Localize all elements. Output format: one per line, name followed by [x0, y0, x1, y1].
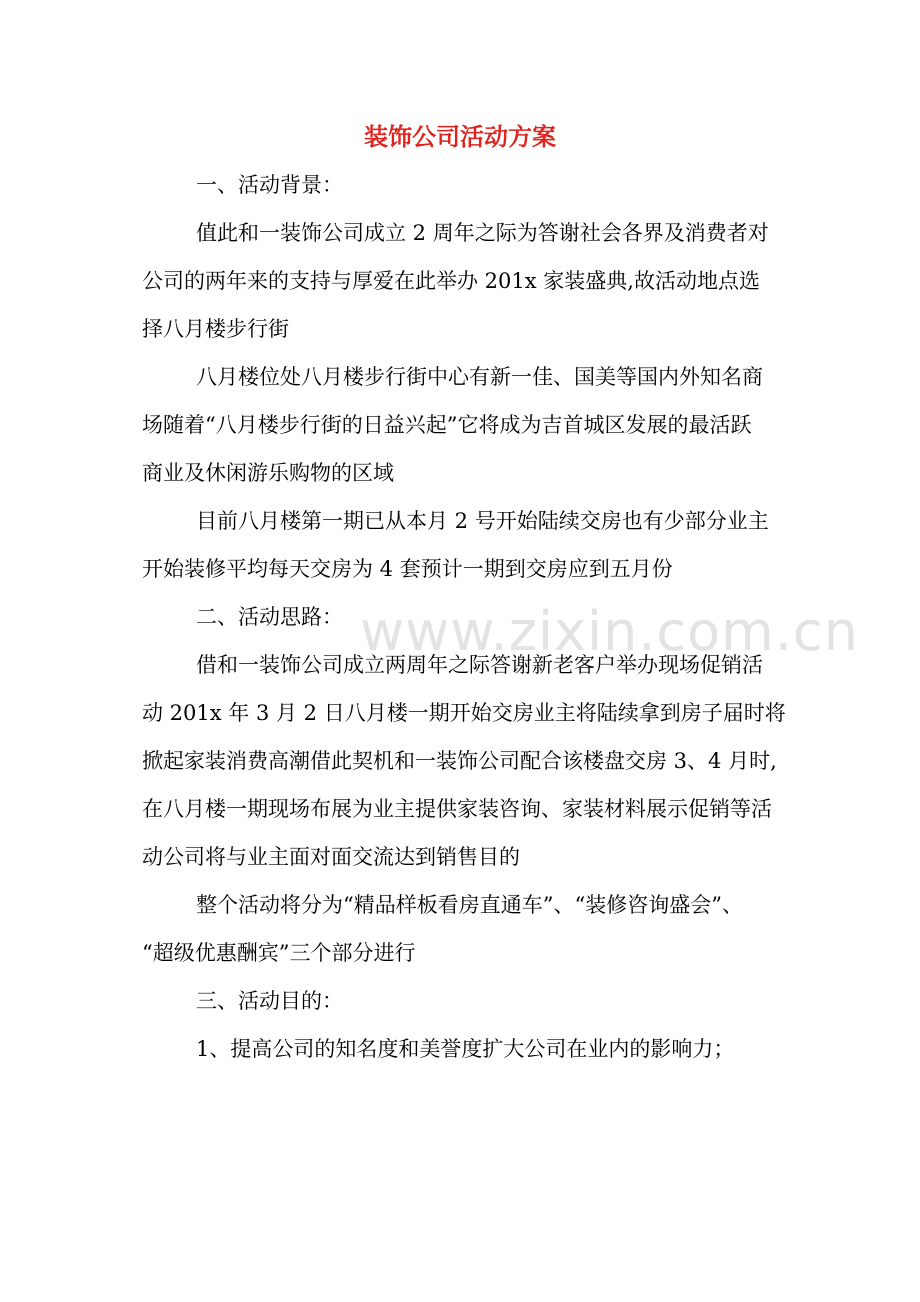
list-item: 1、提高公司的知名度和美誉度扩大公司在业内的影响力； — [196, 1037, 735, 1061]
paragraph-line: 值此和一装饰公司成立 2 周年之际为答谢社会各界及消费者对 — [196, 221, 769, 245]
paragraph-line: 整个活动将分为“精品样板看房直通车”、“装修咨询盛会”、 — [196, 893, 743, 917]
section-heading-approach: 二、活动思路： — [196, 605, 343, 629]
document-title: 装饰公司活动方案 — [364, 122, 556, 151]
paragraph-line: 商业及休闲游乐购物的区域 — [142, 461, 394, 485]
paragraph-line: 借和一装饰公司成立两周年之际答谢新老客户举办现场促销活 — [196, 653, 763, 677]
paragraph-line: 动 201x 年 3 月 2 日八月楼一期开始交房业主将陆续拿到房子届时将 — [142, 701, 786, 725]
paragraph-line: 公司的两年来的支持与厚爱在此举办 201x 家装盛典,故活动地点选 — [142, 269, 760, 293]
paragraph-line: 掀起家装消费高潮借此契机和一装饰公司配合该楼盘交房 3、4 月时, — [142, 749, 777, 773]
watermark: www.zixin.com.cn — [360, 600, 859, 663]
paragraph-line: 动公司将与业主面对面交流达到销售目的 — [142, 845, 520, 869]
paragraph-line: 择八月楼步行街 — [142, 317, 289, 341]
paragraph-line: 场随着“八月楼步行街的日益兴起”它将成为吉首城区发展的最活跃 — [142, 413, 752, 437]
paragraph-line: 在八月楼一期现场布展为业主提供家装咨询、家装材料展示促销等活 — [142, 797, 772, 821]
section-heading-purpose: 三、活动目的： — [196, 989, 343, 1013]
paragraph-line: “超级优惠酬宾”三个部分进行 — [142, 941, 416, 965]
paragraph-line: 八月楼位处八月楼步行街中心有新一佳、国美等国内外知名商 — [196, 365, 763, 389]
paragraph-line: 目前八月楼第一期已从本月 2 号开始陆续交房也有少部分业主 — [196, 509, 769, 533]
section-heading-background: 一、活动背景： — [196, 173, 343, 197]
paragraph-line: 开始装修平均每天交房为 4 套预计一期到交房应到五月份 — [142, 557, 673, 581]
